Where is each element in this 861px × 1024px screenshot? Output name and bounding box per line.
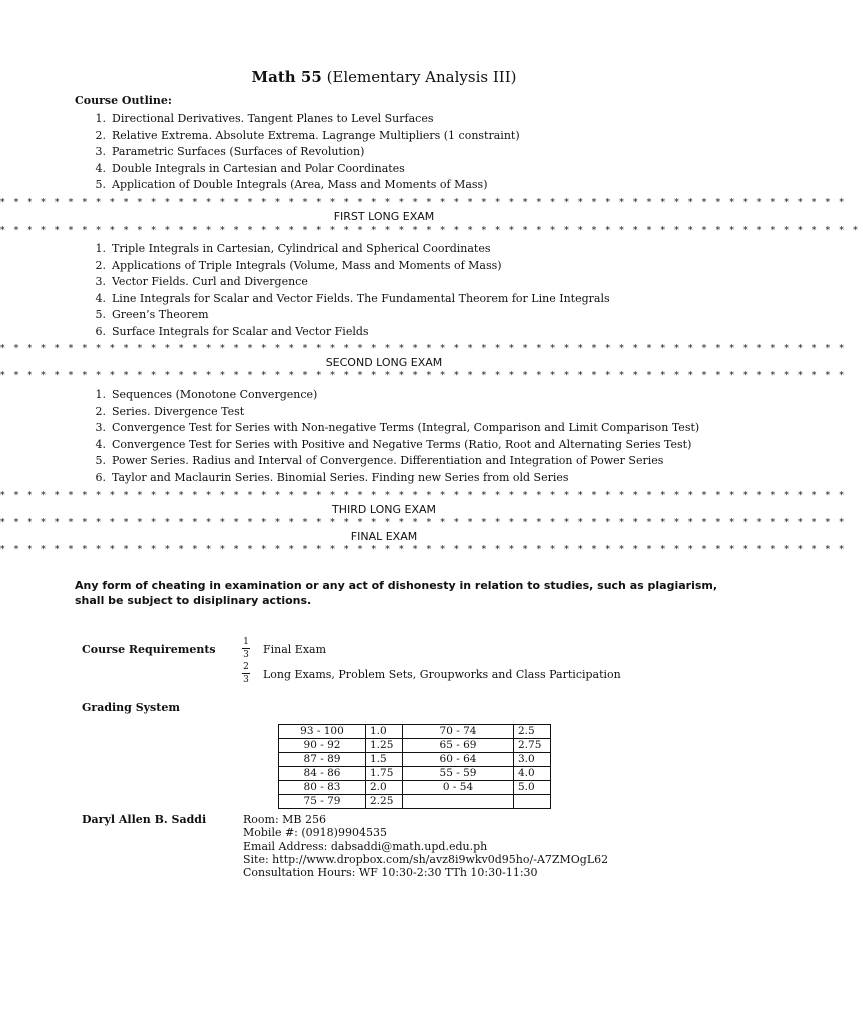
table-cell (403, 795, 514, 809)
table-cell: 0 - 54 (403, 781, 514, 795)
list-item: 1. Sequences (Monotone Convergence) (95, 388, 318, 401)
table-row (279, 767, 551, 781)
instructor-name: Daryl Allen B. Saddi (82, 813, 207, 826)
course-code: Math 55 (251, 68, 322, 86)
course-outline-heading: Course Outline: (75, 94, 172, 107)
consultation-hours: Consultation Hours: WF 10:30-2:30 TTh 10:30-11:30 (243, 866, 538, 880)
academic-integrity-notice: Any form of cheating in examination or any act of dishonesty in relation to studies, such as plagiarism, shall be subject to disiplinary actions. (75, 579, 718, 607)
table-cell: 3.0 (514, 753, 551, 767)
fraction-two-thirds: 2 3 (243, 662, 249, 685)
list-item: 5. Green’s Theorem (95, 308, 209, 322)
separator-stars: * * * * * * * * * * * * * * * * * * * * * * * * * * * * * * * * * * * * * * * * * * * * * * * * * * * * * * * * * * * * * * (0, 371, 848, 381)
table-cell: 93 - 100 (279, 725, 366, 739)
list-item: 1. Triple Integrals in Cartesian, Cylindrical and Spherical Coordinates (95, 242, 491, 255)
table-cell: 1.75 (366, 767, 403, 781)
course-name: (Elementary Analysis III) (326, 68, 517, 86)
list-item: 3. Parametric Surfaces (Surfaces of Revolution) (95, 145, 365, 159)
page-title (0, 68, 768, 86)
list-item: 5. Application of Double Integrals (Area, Mass and Moments of Mass) (95, 178, 488, 192)
table-row (279, 753, 551, 767)
requirement-long-exams: Long Exams, Problem Sets, Groupworks and Class Participation (263, 668, 621, 681)
requirement-final-exam: Final Exam (263, 643, 327, 656)
table-cell: 90 - 92 (279, 739, 366, 753)
table-cell: 1.0 (366, 725, 403, 739)
table-row (279, 781, 551, 795)
separator-stars: * * * * * * * * * * * * * * * * * * * * * * * * * * * * * * * * * * * * * * * * * * * * * * * * * * * * * * * * * * * * * * (0, 198, 848, 208)
exam-label-second: SECOND LONG EXAM (325, 356, 443, 369)
separator-stars: * * * * * * * * * * * * * * * * * * * * * * * * * * * * * * * * * * * * * * * * * * * * * * * * * * * * * * * * * * * * * * (0, 491, 848, 501)
table-cell: 2.25 (366, 795, 403, 809)
outline-section-2 (88, 241, 738, 341)
list-item: 4. Line Integrals for Scalar and Vector Fields. The Fundamental Theorem for Line Integrals (95, 291, 610, 305)
table-cell (514, 795, 551, 809)
table-cell: 4.0 (514, 767, 551, 781)
table-cell: 84 - 86 (279, 767, 366, 781)
site-link[interactable]: Site: http://www.dropbox.com/sh/avz8i9wkv0d95ho/-A7ZMOgL62 (243, 852, 609, 866)
list-item: 3. Vector Fields. Curl and Divergence (95, 275, 308, 289)
email-text: Email Address: dabsaddi@math.upd.edu.ph (243, 839, 488, 853)
table-cell: 80 - 83 (279, 781, 366, 795)
table-cell: 1.5 (366, 753, 403, 767)
list-item: 2. Applications of Triple Integrals (Volume, Mass and Moments of Mass) (95, 258, 502, 272)
separator-stars: * * * * * * * * * * * * * * * * * * * * * * * * * * * * * * * * * * * * * * * * * * * * * * * * * * * * * * * * * * * * * * (0, 344, 848, 354)
fraction-one-third: 1 3 (243, 637, 249, 660)
table-row (279, 795, 551, 809)
table-row (279, 739, 551, 753)
list-item: 2. Series. Divergence Test (95, 404, 245, 418)
table-cell: 75 - 79 (279, 795, 366, 809)
table-cell: 2.0 (366, 781, 403, 795)
list-item: 2. Relative Extrema. Absolute Extrema. Lagrange Multipliers (1 constraint) (95, 128, 520, 142)
list-item: 6. Surface Integrals for Scalar and Vector Fields (95, 324, 369, 338)
exam-label-first: FIRST LONG EXAM (333, 210, 435, 223)
mobile-text: Mobile #: (0918)9904535 (243, 826, 387, 840)
list-item: 3. Convergence Test for Series with Non-negative Terms (Integral, Comparison and Limit Comparison Test) (95, 421, 700, 435)
list-item: 4. Double Integrals in Cartesian and Polar Coordinates (95, 161, 405, 175)
list-item: 4. Convergence Test for Series with Positive and Negative Terms (Ratio, Root and Alternating Series Test) (95, 437, 692, 451)
grading-system-label: Grading System (82, 701, 180, 714)
grading-table (278, 724, 551, 809)
table-cell: 60 - 64 (403, 753, 514, 767)
outline-section-3 (88, 387, 738, 487)
table-cell: 2.5 (514, 725, 551, 739)
list-item: 1. Directional Derivatives. Tangent Planes to Level Surfaces (95, 112, 434, 125)
exam-label-final: FINAL EXAM (350, 530, 418, 543)
course-requirements-label: Course Requirements (82, 643, 216, 656)
list-item: 5. Power Series. Radius and Interval of Convergence. Differentiation and Integration of Power Series (95, 454, 664, 468)
room-text: Room: MB 256 (243, 813, 326, 826)
exam-label-third: THIRD LONG EXAM (332, 503, 436, 516)
table-cell: 70 - 74 (403, 725, 514, 739)
outline-section-1 (88, 111, 738, 194)
table-cell: 55 - 59 (403, 767, 514, 781)
table-cell: 87 - 89 (279, 753, 366, 767)
list-item: 6. Taylor and Maclaurin Series. Binomial Series. Finding new Series from old Series (95, 470, 569, 484)
table-cell: 5.0 (514, 781, 551, 795)
table-cell: 2.75 (514, 739, 551, 753)
separator-stars: * * * * * * * * * * * * * * * * * * * * * * * * * * * * * * * * * * * * * * * * * * * * * * * * * * * * * * * * * * * * * * (0, 518, 848, 528)
separator-stars: * * * * * * * * * * * * * * * * * * * * * * * * * * * * * * * * * * * * * * * * * * * * * * * * * * * * * * * * * * * * * * * (0, 226, 861, 236)
table-cell: 1.25 (366, 739, 403, 753)
table-row (279, 725, 551, 739)
instructor-contact (243, 813, 608, 879)
table-cell: 65 - 69 (403, 739, 514, 753)
separator-stars: * * * * * * * * * * * * * * * * * * * * * * * * * * * * * * * * * * * * * * * * * * * * * * * * * * * * * * * * * * * * * * (0, 545, 848, 555)
